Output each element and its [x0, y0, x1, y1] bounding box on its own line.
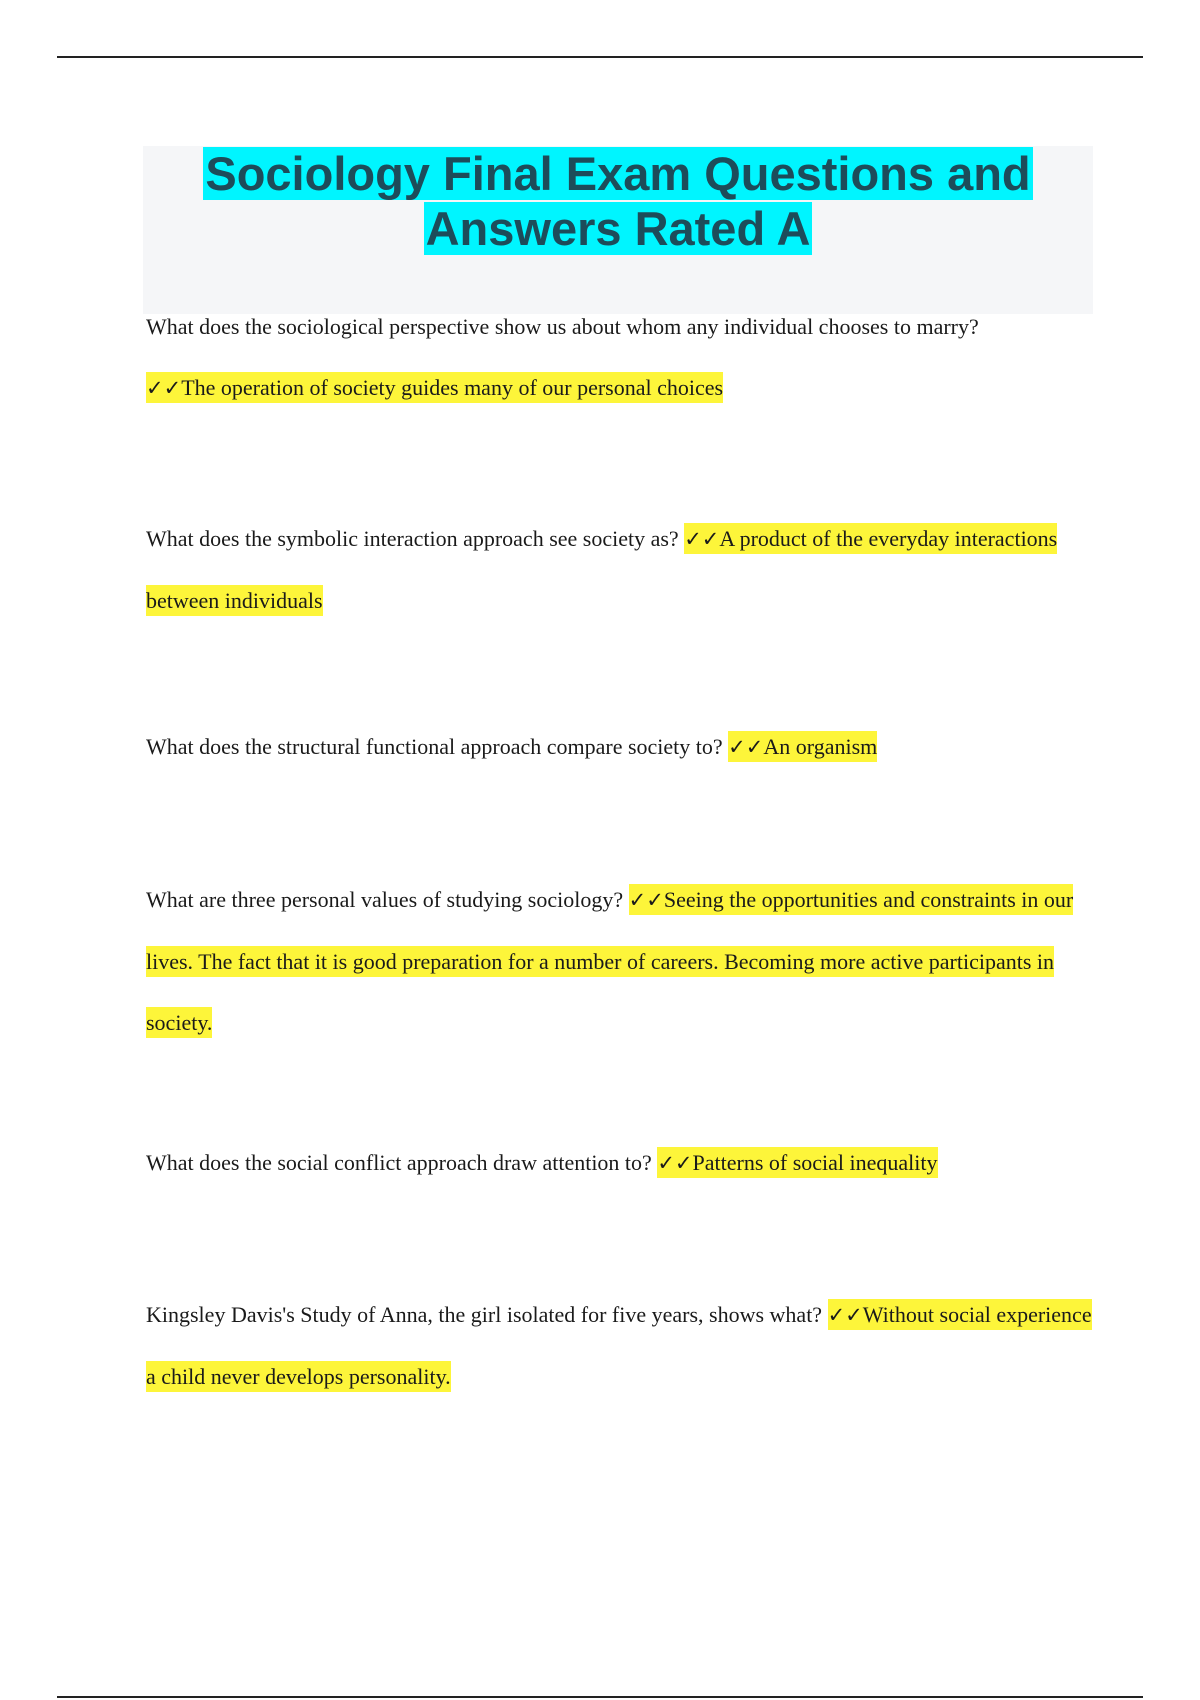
answer-text-highlight — [728, 731, 877, 762]
top-rule — [57, 56, 1143, 58]
answer-text-highlight — [657, 1147, 937, 1178]
title-box — [143, 146, 1093, 314]
document-title-text: Sociology Final Exam Questions and Answers Rated A — [205, 147, 1031, 255]
check-mark-icon: ✓✓ — [628, 888, 664, 912]
qa-item — [146, 869, 1096, 1053]
answer-text: Patterns of social inequality — [692, 1150, 938, 1175]
check-mark-icon: ✓✓ — [684, 527, 720, 551]
question-text: What does the social conflict approach draw attention to? — [146, 1150, 652, 1175]
check-mark-icon: ✓✓ — [657, 1151, 693, 1175]
qa-item — [146, 296, 1096, 419]
check-mark-icon: ✓✓ — [827, 1303, 863, 1327]
question-text: What does the sociological perspective show us about whom any individual chooses to marry? — [146, 314, 979, 339]
qa-item — [146, 1284, 1096, 1407]
question-text: What does the structural functional approach compare society to? — [146, 734, 723, 759]
bottom-rule — [57, 1696, 1143, 1698]
qa-item — [146, 716, 1096, 778]
qa-item — [146, 1132, 1096, 1194]
question-text: What are three personal values of studying sociology? — [146, 887, 624, 912]
qa-item — [146, 508, 1096, 631]
answer-text: The operation of society guides many of our personal choices — [181, 375, 724, 400]
answer-text-highlight — [146, 372, 723, 403]
check-mark-icon: ✓✓ — [146, 376, 182, 400]
question-text: What does the symbolic interaction approach see society as? — [146, 526, 679, 551]
check-mark-icon: ✓✓ — [728, 735, 764, 759]
answer-text: Seeing the opportunities and constraints in our lives. The fact that it is good preparation for a number of careers. Becoming more active participants in society. — [146, 887, 1074, 1035]
answer-text: A product of the everyday interactions between individuals — [146, 526, 1058, 613]
document-title — [143, 146, 1093, 256]
answer-text: Without social experience a child never develops personality. — [146, 1302, 1092, 1389]
answer-text: An organism — [763, 734, 878, 759]
question-text: Kingsley Davis's Study of Anna, the girl isolated for five years, shows what? — [146, 1302, 823, 1327]
